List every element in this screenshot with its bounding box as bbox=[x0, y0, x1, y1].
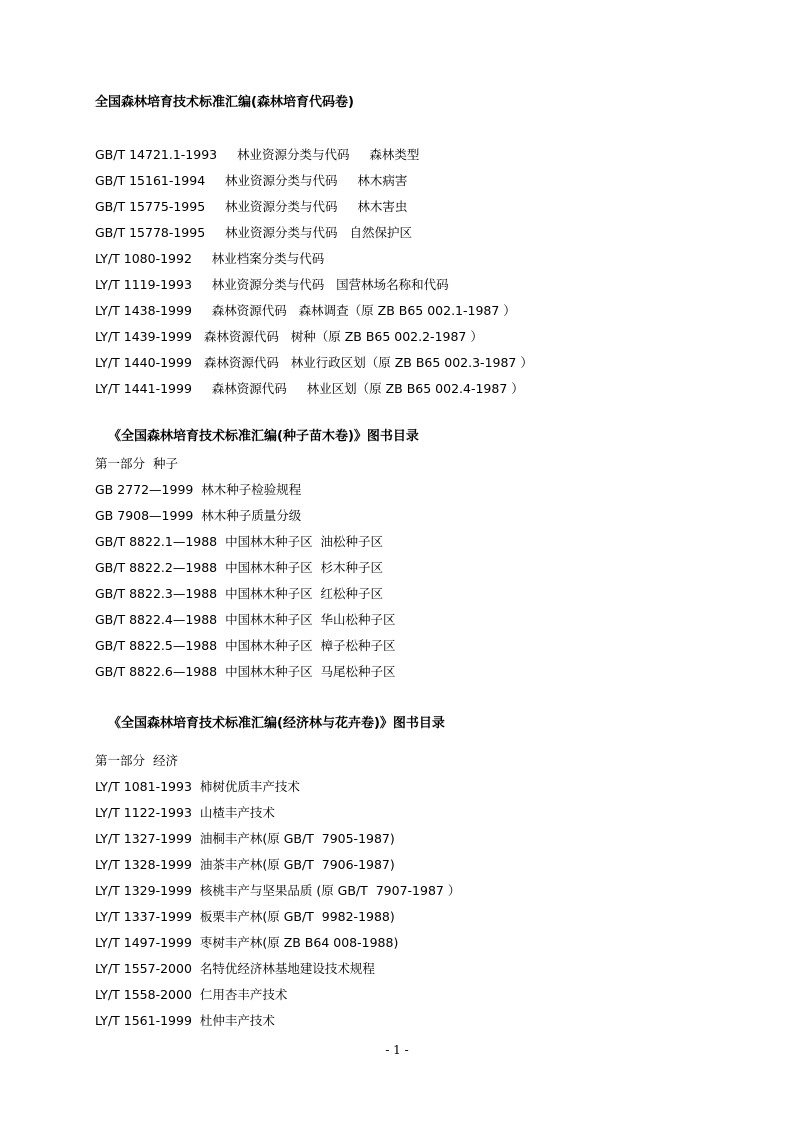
list-item: LY/T 1080-1992 林业档案分类与代码 bbox=[95, 251, 325, 266]
list-item: LY/T 1438-1999 森林资源代码 森林调查（原 ZB B65 002.1-1987 ） bbox=[95, 303, 516, 318]
list-item: GB/T 8822.2—1988 中国林木种子区 杉木种子区 bbox=[95, 560, 384, 575]
list-item: GB 2772—1999 林木种子检验规程 bbox=[95, 482, 302, 497]
list-item: LY/T 1327-1999 油桐丰产林(原 GB/T 7905-1987) bbox=[95, 831, 395, 846]
list-item: LY/T 1441-1999 森林资源代码 林业区划（原 ZB B65 002.4-1987 ） bbox=[95, 381, 524, 396]
list-item: GB/T 8822.1—1988 中国林木种子区 油松种子区 bbox=[95, 534, 384, 549]
list-item: LY/T 1329-1999 核桃丰产与坚果品质 (原 GB/T 7907-1987 ） bbox=[95, 883, 461, 898]
list-item: LY/T 1119-1993 林业资源分类与代码 国营林场名称和代码 bbox=[95, 277, 449, 292]
list-item: GB 7908—1999 林木种子质量分级 bbox=[95, 508, 302, 523]
list-item: GB/T 15775-1995 林业资源分类与代码 林木害虫 bbox=[95, 199, 408, 214]
list-item: LY/T 1440-1999 森林资源代码 林业行政区划（原 ZB B65 002.3-1987 ） bbox=[95, 355, 533, 370]
list-item: LY/T 1557-2000 名特优经济林基地建设技术规程 bbox=[95, 961, 375, 976]
list-item: GB/T 8822.6—1988 中国林木种子区 马尾松种子区 bbox=[95, 664, 396, 679]
list-item: LY/T 1558-2000 仁用杏丰产技术 bbox=[95, 987, 288, 1002]
list-item: GB/T 8822.4—1988 中国林木种子区 华山松种子区 bbox=[95, 612, 396, 627]
list-item: GB/T 15161-1994 林业资源分类与代码 林木病害 bbox=[95, 173, 408, 188]
page-number: - 1 - bbox=[385, 1043, 409, 1057]
list-item: LY/T 1497-1999 枣树丰产林(原 ZB B64 008-1988) bbox=[95, 935, 399, 950]
section-heading: 《全国森林培育技术标准汇编(种子苗木卷)》图书目录 bbox=[108, 429, 419, 444]
list-item: GB/T 8822.3—1988 中国林木种子区 红松种子区 bbox=[95, 586, 384, 601]
list-item: GB/T 15778-1995 林业资源分类与代码 自然保护区 bbox=[95, 225, 412, 240]
list-item: LY/T 1439-1999 森林资源代码 树种（原 ZB B65 002.2-1987 ） bbox=[95, 329, 483, 344]
part-label: 第一部分 经济 bbox=[95, 753, 178, 768]
document-title: 全国森林培育技术标准汇编(森林培育代码卷) bbox=[95, 95, 354, 110]
list-item: LY/T 1561-1999 杜仲丰产技术 bbox=[95, 1013, 275, 1028]
list-item: LY/T 1081-1993 柿树优质丰产技术 bbox=[95, 779, 300, 794]
list-item: LY/T 1122-1993 山楂丰产技术 bbox=[95, 805, 275, 820]
list-item: GB/T 8822.5—1988 中国林木种子区 樟子松种子区 bbox=[95, 638, 396, 653]
section-heading: 《全国森林培育技术标准汇编(经济林与花卉卷)》图书目录 bbox=[108, 716, 445, 731]
list-item: LY/T 1328-1999 油茶丰产林(原 GB/T 7906-1987) bbox=[95, 857, 395, 872]
list-item: LY/T 1337-1999 板栗丰产林(原 GB/T 9982-1988) bbox=[95, 909, 395, 924]
list-item: GB/T 14721.1-1993 林业资源分类与代码 森林类型 bbox=[95, 147, 420, 162]
part-label: 第一部分 种子 bbox=[95, 456, 178, 471]
